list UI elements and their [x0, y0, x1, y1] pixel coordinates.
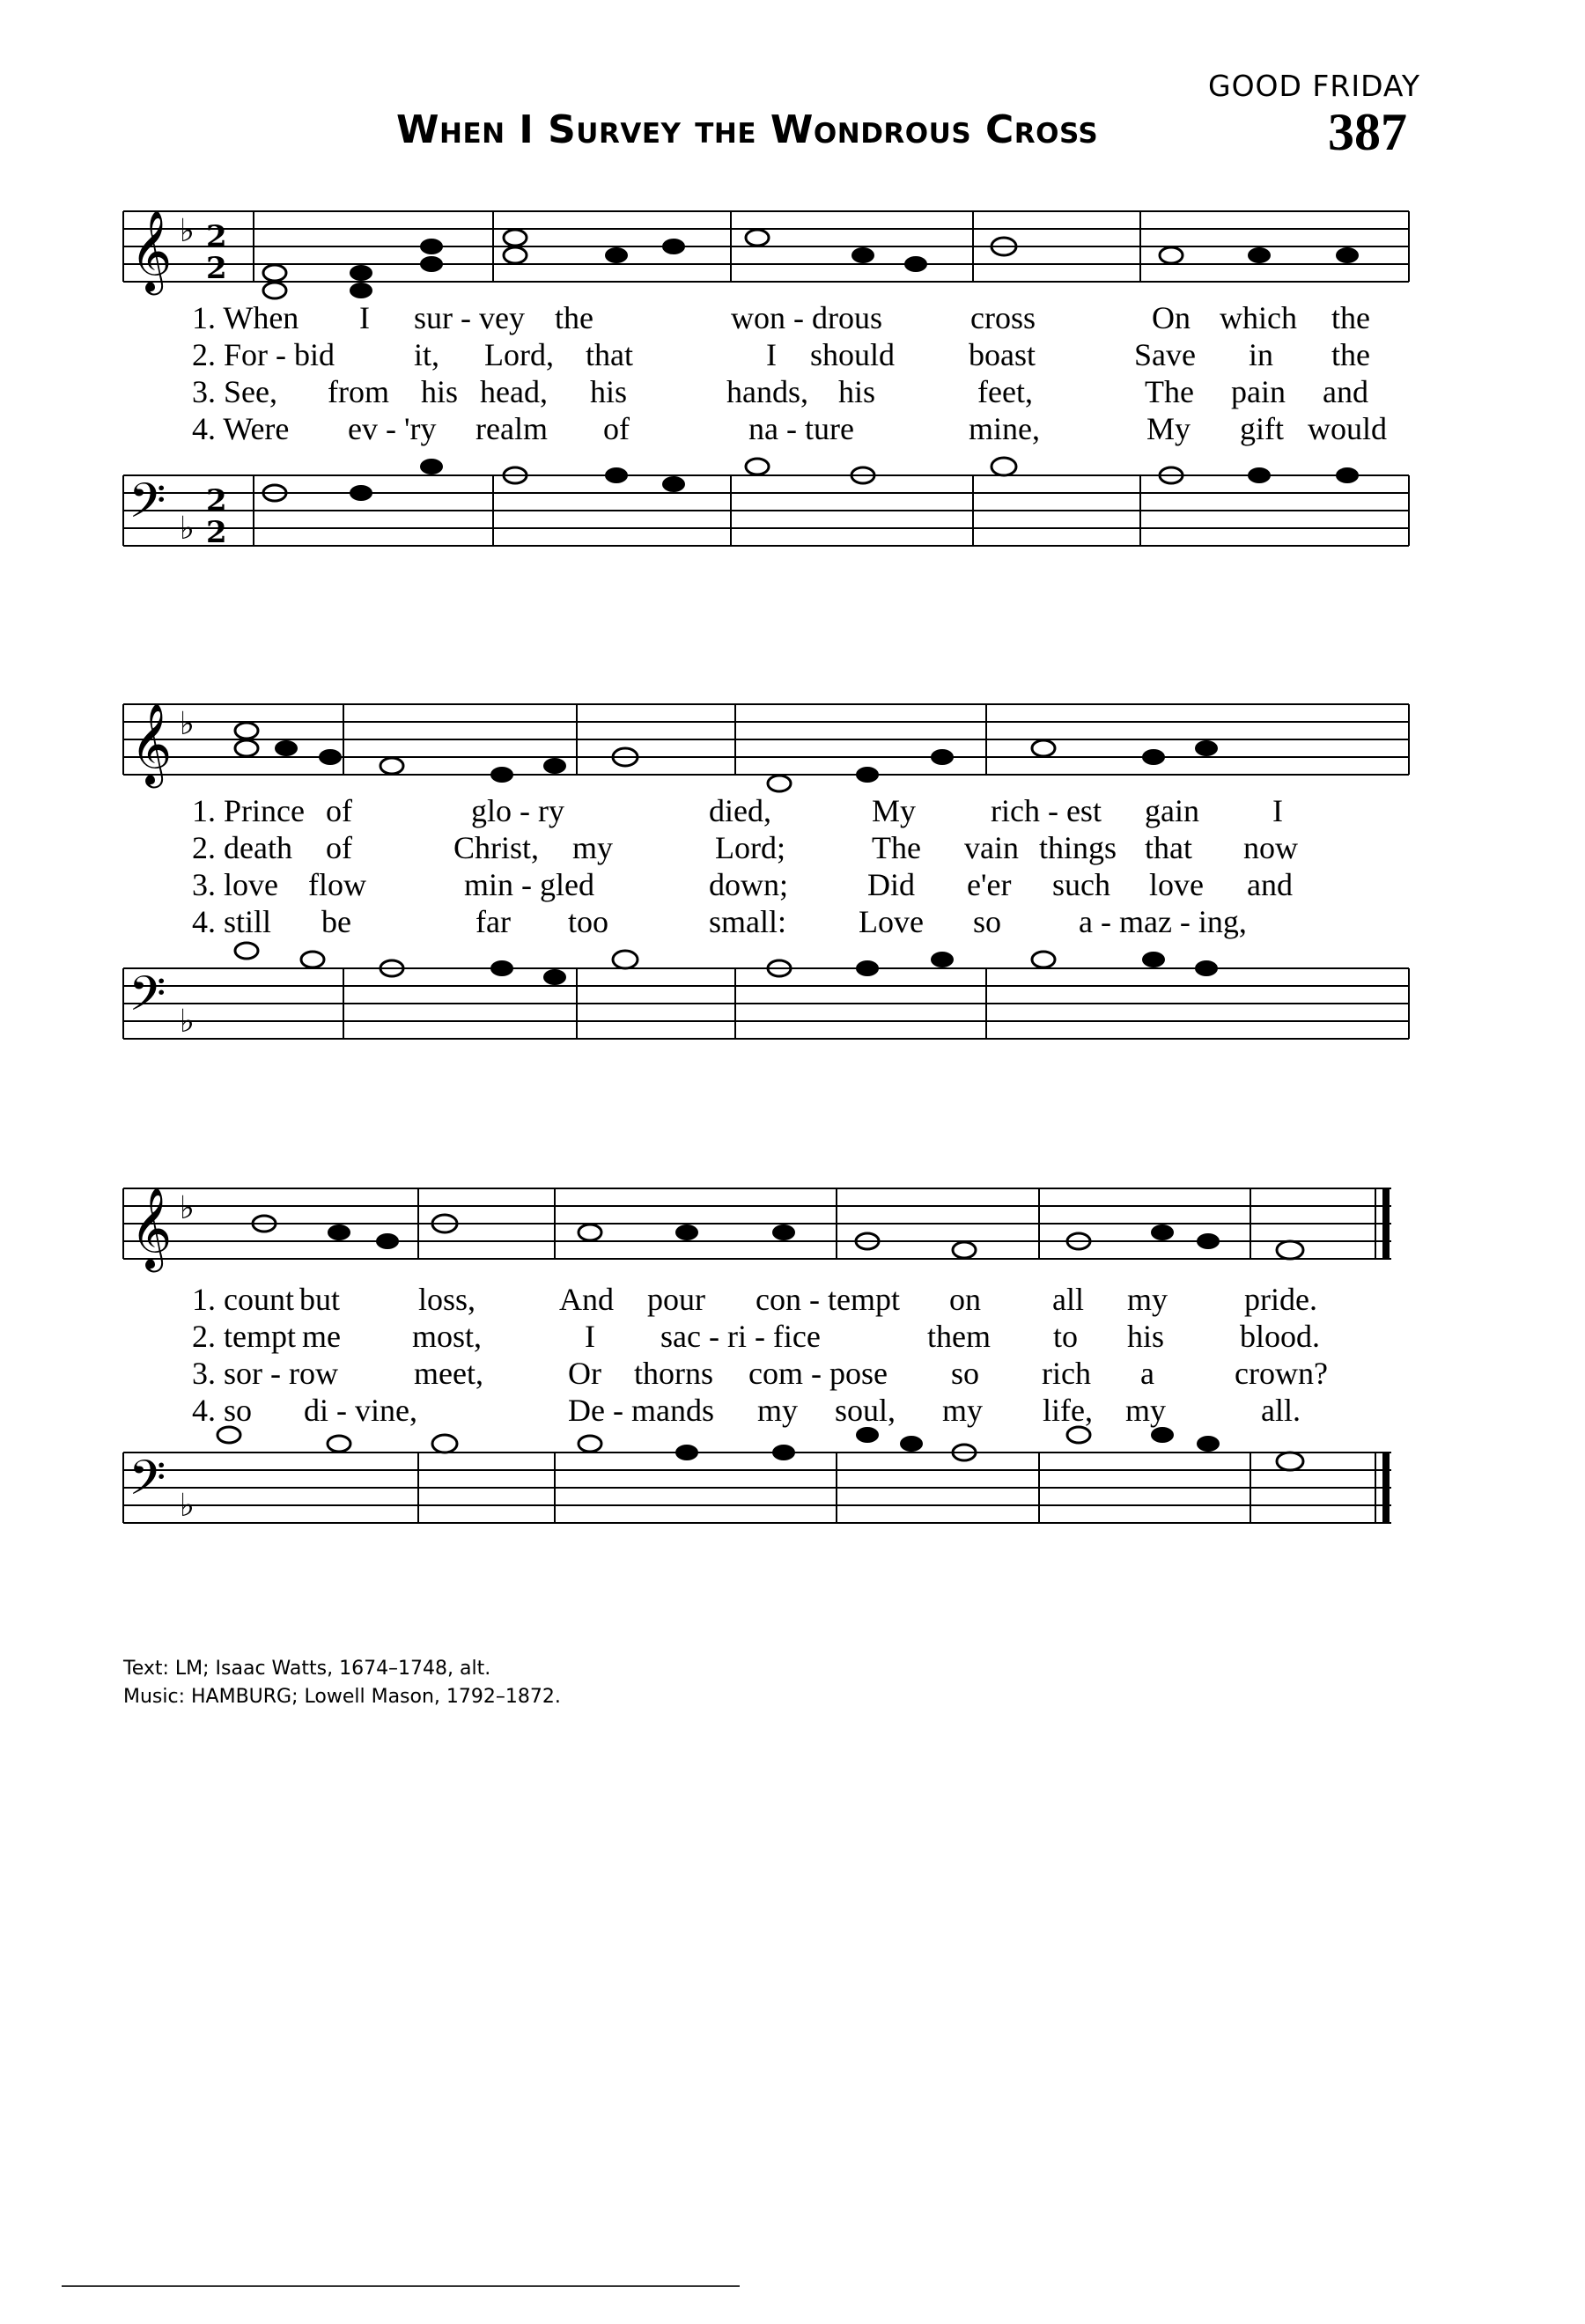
lyric-syllable: that	[586, 337, 633, 372]
lyric-syllable: far	[476, 904, 511, 939]
lyric-syllable: And	[559, 1282, 614, 1317]
lyric-syllable: things	[1039, 830, 1117, 865]
lyric-syllable: 4. Were	[192, 411, 290, 446]
lyric-syllable: too	[568, 904, 609, 939]
lyric-syllable: 3. See,	[192, 374, 277, 409]
lyric-syllable: Christ,	[453, 830, 540, 865]
lyric-syllable: I	[766, 337, 777, 372]
lyric-syllable: won - drous	[731, 300, 882, 335]
lyric-syllable: 3. sor - row	[192, 1356, 338, 1391]
lyric-syllable: glo - ry	[471, 793, 564, 828]
lyric-syllable: pour	[647, 1282, 705, 1317]
lyric-syllable: his	[421, 374, 459, 409]
lyric-syllable: which	[1220, 300, 1297, 335]
lyric-syllable: 4. still	[192, 904, 272, 939]
lyric-syllable: I	[1272, 793, 1283, 828]
svg-text:𝄢: 𝄢	[129, 473, 166, 541]
lyric-syllable: I	[359, 300, 370, 335]
lyric-syllable: of	[326, 793, 352, 828]
lyric-syllable: The	[872, 830, 921, 865]
lyric-syllable: all.	[1261, 1393, 1301, 1428]
lyric-syllable: con - tempt	[756, 1282, 900, 1317]
lyric-syllable: the	[1331, 300, 1370, 335]
lyric-syllable: such	[1052, 867, 1110, 902]
lyric-syllable: gain	[1145, 793, 1199, 828]
lyric-syllable: of	[603, 411, 630, 446]
lyric-syllable: feet,	[977, 374, 1033, 409]
section-label: GOOD FRIDAY	[1208, 69, 1421, 103]
lyric-syllable: the	[555, 300, 593, 335]
lyric-syllable: all	[1052, 1282, 1084, 1317]
lyric-syllable: De - mands	[568, 1393, 714, 1428]
lyric-syllable: Lord;	[715, 830, 785, 865]
lyric-syllable: Love	[859, 904, 924, 939]
lyric-syllable: most,	[412, 1319, 483, 1354]
text-credit: Text: LM; Isaac Watts, 1674–1748, alt.	[123, 1658, 491, 1680]
lyric-syllable: on	[949, 1282, 981, 1317]
lyric-syllable: 1. count	[192, 1282, 294, 1317]
lyric-syllable: head,	[480, 374, 548, 409]
lyric-syllable: his	[590, 374, 628, 409]
lyric-syllable: On	[1152, 300, 1191, 335]
svg-text:♭: ♭	[180, 1488, 195, 1524]
svg-text:♭: ♭	[180, 213, 195, 249]
treble-staff-3	[123, 1171, 1409, 1294]
lyric-syllable: My	[1146, 411, 1191, 446]
lyric-syllable: Or	[568, 1356, 601, 1391]
svg-text:𝄢: 𝄢	[129, 966, 166, 1033]
lyric-syllable: e'er	[967, 867, 1012, 902]
lyric-syllable: me	[302, 1319, 341, 1354]
svg-text:2: 2	[206, 219, 227, 254]
lyric-syllable: sur - vey	[414, 300, 525, 335]
lyric-syllable: crown?	[1235, 1356, 1328, 1391]
music-system-3	[123, 1153, 1409, 1576]
lyric-syllable: soul,	[835, 1393, 896, 1428]
lyric-syllable: so	[951, 1356, 980, 1391]
lyric-syllable: so	[973, 904, 1002, 939]
lyric-syllable: pain	[1231, 374, 1286, 409]
lyric-syllable: from	[328, 374, 389, 409]
lyric-syllable: and	[1323, 374, 1368, 409]
treble-staff-1	[123, 194, 1409, 317]
svg-text:𝄞: 𝄞	[130, 210, 173, 291]
lyric-syllable: to	[1053, 1319, 1079, 1354]
lyric-syllable: rich	[1042, 1356, 1091, 1391]
lyric-syllable: vain	[964, 830, 1019, 865]
lyric-syllable: My	[872, 793, 917, 828]
lyric-syllable: meet,	[414, 1356, 483, 1391]
lyric-syllable: my	[942, 1393, 984, 1428]
lyric-syllable: a	[1140, 1356, 1154, 1391]
lyric-syllable: life,	[1043, 1393, 1093, 1428]
music-credit: Music: HAMBURG; Lowell Mason, 1792–1872.	[123, 1686, 561, 1708]
lyric-syllable: com - pose	[748, 1356, 888, 1391]
treble-staff-2	[123, 687, 1409, 810]
svg-text:♭: ♭	[180, 706, 195, 742]
lyric-syllable: pride.	[1244, 1282, 1317, 1317]
lyric-syllable: my	[1127, 1282, 1168, 1317]
lyric-syllable: would	[1308, 411, 1387, 446]
music-system-2	[123, 669, 1409, 1092]
lyric-syllable: thorns	[634, 1356, 713, 1391]
lyric-syllable: them	[927, 1319, 991, 1354]
lyric-syllable: 2. tempt	[192, 1319, 296, 1354]
lyric-syllable: Lord,	[484, 337, 554, 372]
lyric-syllable: 1. When	[192, 300, 299, 335]
credits	[123, 1655, 561, 1711]
lyric-syllable: loss,	[418, 1282, 476, 1317]
lyric-syllable: a - maz - ing,	[1079, 904, 1247, 939]
lyric-syllable: be	[321, 904, 351, 939]
lyric-syllable: Did	[867, 867, 915, 902]
lyric-syllable: realm	[476, 411, 548, 446]
bass-staff-1	[123, 458, 1409, 581]
svg-text:2: 2	[206, 515, 227, 550]
lyric-syllable: 4. so	[192, 1393, 253, 1428]
lyric-syllable: my	[572, 830, 614, 865]
lyric-syllable: I	[585, 1319, 595, 1354]
lyric-syllable: but	[299, 1282, 341, 1317]
lyric-syllable: hands,	[726, 374, 808, 409]
lyric-syllable: na - ture	[748, 411, 854, 446]
svg-text:𝄞: 𝄞	[130, 1187, 173, 1269]
lyric-syllable: his	[1127, 1319, 1165, 1354]
lyric-syllable: small:	[709, 904, 786, 939]
lyric-syllable: the	[1331, 337, 1370, 372]
lyric-syllable: Save	[1134, 337, 1196, 372]
svg-text:♭: ♭	[180, 1004, 195, 1040]
hymn-title: When I Survey the Wondrous Cross	[396, 107, 1099, 152]
lyric-syllable: my	[757, 1393, 799, 1428]
lyric-syllable: gift	[1240, 411, 1284, 446]
lyric-syllable: rich - est	[991, 793, 1102, 828]
lyric-syllable: his	[838, 374, 876, 409]
hymn-number: 387	[1328, 103, 1407, 161]
lyric-syllable: it,	[414, 337, 440, 372]
lyric-syllable: my	[1125, 1393, 1167, 1428]
lyric-syllable: sac - ri - fice	[660, 1319, 821, 1354]
lyric-syllable: mine,	[969, 411, 1040, 446]
svg-text:♭: ♭	[180, 511, 195, 547]
lyric-syllable: died,	[709, 793, 771, 828]
lyric-syllable: The	[1145, 374, 1194, 409]
bass-staff-3	[123, 1435, 1409, 1558]
lyric-syllable: boast	[969, 337, 1036, 372]
lyric-syllable: cross	[970, 300, 1036, 335]
lyric-syllable: 3. love	[192, 867, 278, 902]
lyric-syllable: di - vine,	[304, 1393, 417, 1428]
bottom-rule	[62, 2285, 740, 2287]
lyric-syllable: 2. For - bid	[192, 337, 335, 372]
lyric-syllable: in	[1249, 337, 1274, 372]
lyric-syllable: and	[1247, 867, 1293, 902]
lyric-syllable: flow	[308, 867, 366, 902]
lyric-syllable: now	[1243, 830, 1298, 865]
svg-text:𝄞: 𝄞	[130, 702, 173, 784]
lyric-syllable: love	[1149, 867, 1204, 902]
svg-text:2: 2	[206, 483, 227, 518]
svg-text:𝄢: 𝄢	[129, 1450, 166, 1518]
lyric-syllable: blood.	[1240, 1319, 1321, 1354]
music-system-1	[123, 176, 1409, 599]
bass-staff-2	[123, 951, 1409, 1074]
lyric-syllable: min - gled	[464, 867, 594, 902]
lyric-syllable: should	[810, 337, 896, 372]
lyric-syllable: that	[1145, 830, 1192, 865]
lyric-syllable: 1. Prince	[192, 793, 305, 828]
lyric-syllable: down;	[709, 867, 788, 902]
svg-text:2: 2	[206, 251, 227, 286]
lyric-syllable: of	[326, 830, 352, 865]
svg-text:♭: ♭	[180, 1190, 195, 1226]
lyric-syllable: ev - 'ry	[348, 411, 437, 446]
lyric-syllable: 2. death	[192, 830, 292, 865]
